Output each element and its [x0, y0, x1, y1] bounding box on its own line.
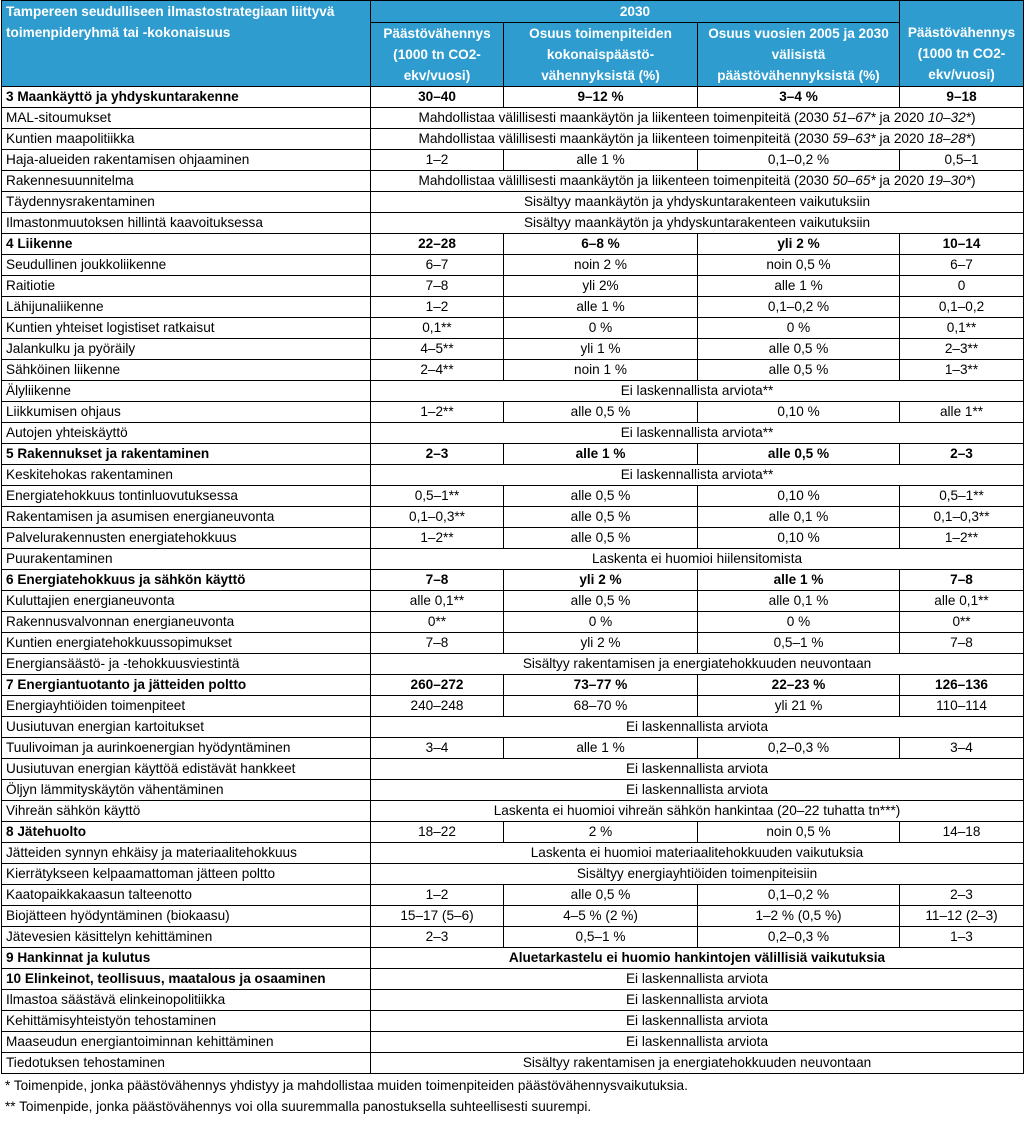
row-span-note: Sisältyy rakentamisen ja energiatehokkuuden neuvontaan [371, 654, 1024, 675]
row-span-note: Ei laskennallista arviota** [371, 381, 1024, 402]
row-label: Rakentamisen ja asumisen energianeuvonta [2, 507, 371, 528]
table-row [2, 423, 1024, 444]
row-value: 11–12 (2–3) [900, 906, 1024, 927]
row-label: Rakennesuunnitelma [2, 171, 371, 192]
group-row [2, 444, 1024, 465]
row-span-note: Sisältyy maankäytön ja yhdyskuntarakenteen vaikutuksiin [371, 213, 1024, 234]
row-label: Raitiotie [2, 276, 371, 297]
row-value: alle 1 % [504, 738, 698, 759]
table-row [2, 108, 1024, 129]
row-value: 0 [900, 276, 1024, 297]
row-value: alle 0,5 % [698, 444, 900, 465]
note-value: 19–30* [927, 173, 971, 188]
row-value: 7–8 [371, 570, 504, 591]
row-value: 0** [371, 612, 504, 633]
row-value: alle 1 % [698, 276, 900, 297]
group-row [2, 87, 1024, 108]
row-span-note [371, 129, 1024, 150]
row-value: 0,5–1 % [504, 927, 698, 948]
row-value: 0 % [504, 318, 698, 339]
row-label: Uusiutuvan energian kartoitukset [2, 717, 371, 738]
row-label: Haja-alueiden rakentamisen ohjaaminen [2, 150, 371, 171]
table-row [2, 360, 1024, 381]
row-value: yli 2 % [698, 234, 900, 255]
row-span-note: Ei laskennallista arviota [371, 969, 1024, 990]
row-span-note: Ei laskennallista arviota [371, 990, 1024, 1011]
row-value: 14–18 [900, 822, 1024, 843]
note-text: Mahdollistaa välillisesti maankäytön ja liikenteen toimenpiteitä (2030 [418, 110, 833, 125]
table-row [2, 906, 1024, 927]
table-row [2, 591, 1024, 612]
row-label: Täydennysrakentaminen [2, 192, 371, 213]
row-label: Älyliikenne [2, 381, 371, 402]
row-value: yli 21 % [698, 696, 900, 717]
table-row [2, 402, 1024, 423]
table-row [2, 339, 1024, 360]
row-label: Ilmastonmuutoksen hillintä kaavoituksessa [2, 213, 371, 234]
row-label: Kehittämisyhteistyön tehostaminen [2, 1011, 371, 1032]
row-label: Vihreän sähkön käyttö [2, 801, 371, 822]
row-value: 1–3 [900, 927, 1024, 948]
row-value: alle 0,5 % [504, 402, 698, 423]
row-span-note: Ei laskennallista arviota [371, 1032, 1024, 1053]
group-row [2, 675, 1024, 696]
row-value: alle 0,5 % [504, 507, 698, 528]
row-label: Sähköinen liikenne [2, 360, 371, 381]
row-value: 0,1** [900, 318, 1024, 339]
row-value: 0,5–1** [371, 486, 504, 507]
row-span-note: Laskenta ei huomioi materiaalitehokkuuden vaikutuksia [371, 843, 1024, 864]
row-value: noin 1 % [504, 360, 698, 381]
table-row [2, 297, 1024, 318]
row-value: 18–22 [371, 822, 504, 843]
row-value: alle 0,5 % [698, 360, 900, 381]
row-value: 2–3** [900, 339, 1024, 360]
table-row [2, 381, 1024, 402]
row-span-note [371, 108, 1024, 129]
row-value: yli 2% [504, 276, 698, 297]
row-label: Energiatehokkuus tontinluovutuksessa [2, 486, 371, 507]
table-row [2, 885, 1024, 906]
row-label: MAL-sitoumukset [2, 108, 371, 129]
row-label: Uusiutuvan energian käyttöä edistävät hankkeet [2, 759, 371, 780]
table-row [2, 465, 1024, 486]
row-value: 1–2** [900, 528, 1024, 549]
row-span-note: Laskenta ei huomioi hiilensitomista [371, 549, 1024, 570]
row-value: alle 1** [900, 402, 1024, 423]
table-row [2, 1011, 1024, 1032]
row-label: Liikkumisen ohjaus [2, 402, 371, 423]
table-row [2, 507, 1024, 528]
row-label: Kuntien maapolitiikka [2, 129, 371, 150]
row-value: 260–272 [371, 675, 504, 696]
row-value: 110–114 [900, 696, 1024, 717]
row-value: yli 2 % [504, 570, 698, 591]
row-span-note: Ei laskennallista arviota [371, 759, 1024, 780]
row-value: 0,10 % [698, 402, 900, 423]
row-value: alle 0,5 % [504, 885, 698, 906]
row-label: Tuulivoiman ja aurinkoenergian hyödyntäminen [2, 738, 371, 759]
row-value: 0,10 % [698, 486, 900, 507]
row-value: 0,1** [371, 318, 504, 339]
row-value: 6–7 [900, 255, 1024, 276]
row-label: Autojen yhteiskäyttö [2, 423, 371, 444]
row-value: 0,1–0,2 % [698, 150, 900, 171]
note-text: ja 2020 [875, 110, 928, 125]
row-label: 6 Energiatehokkuus ja sähkön käyttö [2, 570, 371, 591]
table-row [2, 612, 1024, 633]
table-row [2, 171, 1024, 192]
table-row [2, 990, 1024, 1011]
row-value: noin 0,5 % [698, 255, 900, 276]
row-value: 6–7 [371, 255, 504, 276]
row-value: 0 % [504, 612, 698, 633]
row-label: Palvelurakennusten energiatehokkuus [2, 528, 371, 549]
row-value: 7–8 [371, 276, 504, 297]
row-value: 3–4 [900, 738, 1024, 759]
row-value: 7–8 [900, 633, 1024, 654]
table-row [2, 1032, 1024, 1053]
row-label: 7 Energiantuotanto ja jätteiden poltto [2, 675, 371, 696]
note-value: 18–28* [927, 131, 971, 146]
row-value: 1–2** [371, 528, 504, 549]
row-value: 9–12 % [504, 87, 698, 108]
row-value: alle 0,5 % [504, 486, 698, 507]
row-label: Kuntien yhteiset logistiset ratkaisut [2, 318, 371, 339]
table-row [2, 1053, 1024, 1074]
row-label: Keskitehokas rakentaminen [2, 465, 371, 486]
row-value: 9–18 [900, 87, 1024, 108]
row-value: 126–136 [900, 675, 1024, 696]
table-row [2, 192, 1024, 213]
row-value: 7–8 [900, 570, 1024, 591]
table-body [2, 87, 1024, 1074]
group-row [2, 822, 1024, 843]
row-value: 0,2–0,3 % [698, 738, 900, 759]
row-label: Rakennusvalvonnan energianeuvonta [2, 612, 371, 633]
row-label: Ilmastoa säästävä elinkeinopolitiikka [2, 990, 371, 1011]
row-value: 240–248 [371, 696, 504, 717]
row-value: 22–23 % [698, 675, 900, 696]
row-label: Maaseudun energiantoiminnan kehittäminen [2, 1032, 371, 1053]
row-value: 2 % [504, 822, 698, 843]
header-reduction-2020: Päästövähennys (1000 tn CO2-ekv/vuosi) [900, 1, 1024, 87]
row-value: alle 0,5 % [504, 528, 698, 549]
row-span-note: Ei laskennallista arviota** [371, 465, 1024, 486]
note-value: 59–63* [832, 131, 876, 146]
row-value: yli 2 % [504, 633, 698, 654]
row-value: alle 1 % [504, 444, 698, 465]
row-value: 2–3 [900, 444, 1024, 465]
row-value: 30–40 [371, 87, 504, 108]
row-value: alle 0,1** [371, 591, 504, 612]
row-value: 0,5–1 [900, 150, 1024, 171]
note-value: 10–32* [927, 110, 971, 125]
row-label: Kuntien energiatehokkuussopimukset [2, 633, 371, 654]
row-value: 0,5–1 % [698, 633, 900, 654]
row-value: 1–2 [371, 297, 504, 318]
row-value: 3–4 % [698, 87, 900, 108]
table-row [2, 255, 1024, 276]
row-value: alle 0,1 % [698, 507, 900, 528]
row-span-note: Ei laskennallista arviota [371, 717, 1024, 738]
row-value: 1–2 [371, 150, 504, 171]
row-value: 1–2** [371, 402, 504, 423]
note-text: ja 2020 [875, 131, 928, 146]
table-row [2, 276, 1024, 297]
table-row [2, 780, 1024, 801]
row-value: 0,1–0,2 [900, 297, 1024, 318]
header-share-total: Osuus toimenpiteiden kokonaispäästö-vähennyksistä (%) [504, 23, 698, 87]
row-value: alle 0,5 % [504, 591, 698, 612]
row-value: 0,1–0,2 % [698, 297, 900, 318]
group-row [2, 234, 1024, 255]
note-text: ) [970, 131, 976, 146]
group-row [2, 570, 1024, 591]
row-span-note: Aluetarkastelu ei huomio hankintojen välillisiä vaikutuksia [371, 948, 1024, 969]
row-span-note: Sisältyy maankäytön ja yhdyskuntarakenteen vaikutuksiin [371, 192, 1024, 213]
row-value: 6–8 % [504, 234, 698, 255]
table-row [2, 129, 1024, 150]
row-value: alle 1 % [504, 297, 698, 318]
row-label: Puurakentaminen [2, 549, 371, 570]
row-value: 0** [900, 612, 1024, 633]
row-value: noin 0,5 % [698, 822, 900, 843]
note-value: 51–67* [832, 110, 876, 125]
row-label: Lähijunaliikenne [2, 297, 371, 318]
footnotes [0, 1075, 1024, 1117]
note-text: Mahdollistaa välillisesti maankäytön ja liikenteen toimenpiteitä (2030 [418, 131, 833, 146]
row-label: Kuluttajien energianeuvonta [2, 591, 371, 612]
footnote: * Toimenpide, jonka päästövähennys yhdistyy ja mahdollistaa muiden toimenpiteiden päästövähennysvaikutuksia. [5, 1078, 688, 1093]
row-value: 1–2 % (0,5 %) [698, 906, 900, 927]
row-value: 2–3 [900, 885, 1024, 906]
row-label: 3 Maankäyttö ja yhdyskuntarakenne [2, 87, 371, 108]
row-value: 0,5–1** [900, 486, 1024, 507]
row-label: Jalankulku ja pyöräily [2, 339, 371, 360]
note-text: ) [970, 173, 976, 188]
table-row [2, 696, 1024, 717]
row-value: 2–3 [371, 444, 504, 465]
row-value: 2–3 [371, 927, 504, 948]
row-label: Jätteiden synnyn ehkäisy ja materiaalitehokkuus [2, 843, 371, 864]
row-span-note: Laskenta ei huomioi vihreän sähkön hankintaa (20–22 tuhatta tn***) [371, 801, 1024, 822]
row-label: Biojätteen hyödyntäminen (biokaasu) [2, 906, 371, 927]
row-value: 4–5 % (2 %) [504, 906, 698, 927]
row-label: Kaatopaikkakaasun talteenotto [2, 885, 371, 906]
table-row [2, 759, 1024, 780]
table-row [2, 864, 1024, 885]
row-value: alle 1 % [504, 150, 698, 171]
note-text: ja 2020 [875, 173, 928, 188]
row-value: alle 0,1** [900, 591, 1024, 612]
row-label: 10 Elinkeinot, teollisuus, maatalous ja osaaminen [2, 969, 371, 990]
row-value: noin 2 % [504, 255, 698, 276]
table-header [2, 1, 1024, 87]
row-value: 1–2 [371, 885, 504, 906]
table-row [2, 843, 1024, 864]
row-value: 0,2–0,3 % [698, 927, 900, 948]
row-value: 68–70 % [504, 696, 698, 717]
row-label: 9 Hankinnat ja kulutus [2, 948, 371, 969]
header-year: 2030 [371, 1, 900, 23]
row-label: Öljyn lämmityskäytön vähentäminen [2, 780, 371, 801]
row-value: alle 1 % [698, 570, 900, 591]
row-value: alle 0,5 % [698, 339, 900, 360]
row-value: 22–28 [371, 234, 504, 255]
row-value: 10–14 [900, 234, 1024, 255]
table-row [2, 738, 1024, 759]
table-row [2, 927, 1024, 948]
row-value: 0,1–0,3** [900, 507, 1024, 528]
row-span-note: Sisältyy energiayhtiöiden toimenpiteisiin [371, 864, 1024, 885]
row-value: 0,10 % [698, 528, 900, 549]
row-value: 73–77 % [504, 675, 698, 696]
header-reduction-2030: Päästövähennys (1000 tn CO2-ekv/vuosi) [371, 23, 504, 87]
row-span-note: Sisältyy rakentamisen ja energiatehokkuuden neuvontaan [371, 1053, 1024, 1074]
row-value: 0,1–0,3** [371, 507, 504, 528]
row-label: Energiansäästö- ja -tehokkuusviestintä [2, 654, 371, 675]
emissions-table [1, 0, 1024, 1074]
table-row [2, 801, 1024, 822]
row-label: Kierrätykseen kelpaamattoman jätteen poltto [2, 864, 371, 885]
row-value: 0 % [698, 612, 900, 633]
row-value: 7–8 [371, 633, 504, 654]
group-row [2, 969, 1024, 990]
group-row [2, 948, 1024, 969]
row-span-note [371, 171, 1024, 192]
note-text: ) [970, 110, 976, 125]
row-value: 1–3** [900, 360, 1024, 381]
row-label: 4 Liikenne [2, 234, 371, 255]
note-value: 50–65* [832, 173, 876, 188]
table-row [2, 528, 1024, 549]
table-row [2, 549, 1024, 570]
row-span-note: Ei laskennallista arviota** [371, 423, 1024, 444]
row-span-note: Ei laskennallista arviota [371, 1011, 1024, 1032]
row-label: 8 Jätehuolto [2, 822, 371, 843]
row-value: alle 0,1 % [698, 591, 900, 612]
row-value: 3–4 [371, 738, 504, 759]
row-value: 4–5** [371, 339, 504, 360]
row-span-note: Ei laskennallista arviota [371, 780, 1024, 801]
row-label: Jätevesien käsittelyn kehittäminen [2, 927, 371, 948]
table-row [2, 318, 1024, 339]
table-row [2, 654, 1024, 675]
row-value: 2–4** [371, 360, 504, 381]
row-value: 0,1–0,2 % [698, 885, 900, 906]
table-row [2, 213, 1024, 234]
table-row [2, 717, 1024, 738]
note-text: Mahdollistaa välillisesti maankäytön ja liikenteen toimenpiteitä (2030 [418, 173, 833, 188]
table-row [2, 486, 1024, 507]
table-row [2, 150, 1024, 171]
row-label: 5 Rakennukset ja rakentaminen [2, 444, 371, 465]
row-value: 15–17 (5–6) [371, 906, 504, 927]
header-share-2005-2030: Osuus vuosien 2005 ja 2030 välisistä päästövähennyksistä (%) [698, 23, 900, 87]
row-label: Tiedotuksen tehostaminen [2, 1053, 371, 1074]
table-row [2, 633, 1024, 654]
row-value: 0 % [698, 318, 900, 339]
footnote: ** Toimenpide, jonka päästövähennys voi olla suuremmalla panostuksella suhteellisesti suurempi. [5, 1099, 592, 1114]
row-label: Energiayhtiöiden toimenpiteet [2, 696, 371, 717]
row-value: yli 1 % [504, 339, 698, 360]
row-label: Seudullinen joukkoliikenne [2, 255, 371, 276]
header-description: Tampereen seudulliseen ilmastostrategiaan liittyvä toimenpideryhmä tai -kokonaisuus [2, 1, 371, 87]
